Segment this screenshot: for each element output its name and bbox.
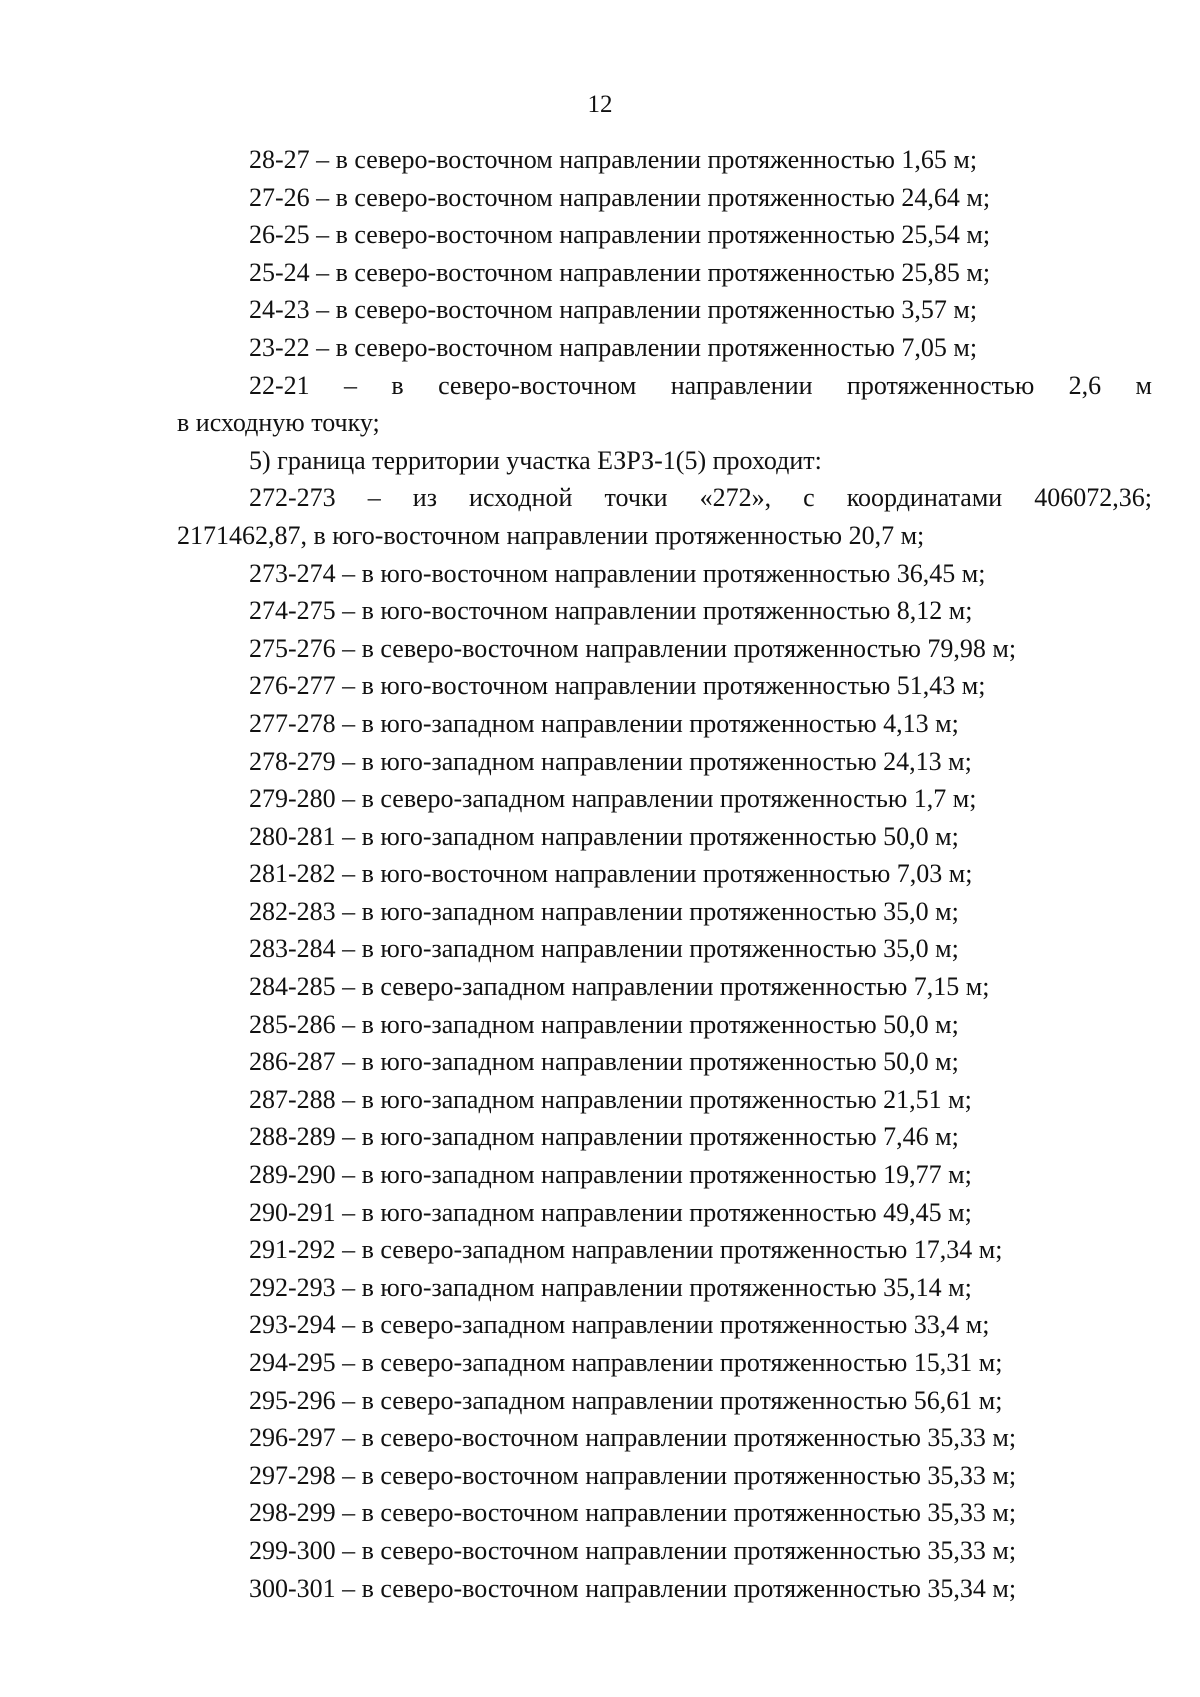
boundary-line: 26-25 – в северо-восточном направлении протяженностью 25,54 м; — [249, 220, 991, 250]
boundary-line: 298-299 – в северо-восточном направлении протяженностью 35,33 м; — [249, 1498, 1017, 1528]
boundary-line: 288-289 – в юго-западном направлении протяженностью 7,46 м; — [249, 1122, 959, 1152]
boundary-line: 28-27 – в северо-восточном направлении протяженностью 1,65 м; — [249, 145, 978, 174]
boundary-line: 25-24 – в северо-восточном направлении протяженностью 25,85 м; — [249, 257, 991, 287]
boundary-line: 278-279 – в юго-западном направлении протяженностью 24,13 м; — [249, 746, 972, 776]
boundary-line: 299-300 – в северо-восточном направлении протяженностью 35,33 м; — [249, 1535, 1017, 1565]
boundary-line: 277-278 – в юго-западном направлении протяженностью 4,13 м; — [249, 708, 959, 738]
boundary-line: 274-275 – в юго-восточном направлении протяженностью 8,12 м; — [249, 596, 973, 626]
page-number: 12 — [587, 91, 613, 118]
boundary-line: 294-295 – в северо-западном направлении протяженностью 15,31 м; — [249, 1348, 1003, 1377]
boundary-line: 287-288 – в юго-западном направлении протяженностью 21,51 м; — [249, 1084, 972, 1114]
boundary-paragraph-272-273 — [177, 479, 1152, 554]
boundary-line: 289-290 – в юго-западном направлении протяженностью 19,77 м; — [249, 1160, 972, 1190]
boundary-line: 27-26 – в северо-восточном направлении протяженностью 24,64 м; — [249, 182, 991, 212]
boundary-line: 296-297 – в северо-восточном направлении протяженностью 35,33 м; — [249, 1423, 1017, 1453]
boundary-line: 292-293 – в юго-западном направлении протяженностью 35,14 м; — [249, 1272, 972, 1302]
boundary-line: 284-285 – в северо-западном направлении протяженностью 7,15 м; — [249, 972, 990, 1002]
boundary-line: 23-22 – в северо-восточном направлении протяженностью 7,05 м; — [249, 332, 978, 362]
section-heading: 5) граница территории участка ЕЗРЗ-1(5) проходит: — [249, 445, 822, 475]
boundary-line: 276-277 – в юго-восточном направлении протяженностью 51,43 м; — [249, 671, 986, 701]
boundary-list-part1 — [177, 141, 1152, 367]
boundary-line: 290-291 – в юго-западном направлении протяженностью 49,45 м; — [249, 1197, 972, 1227]
paragraph-continuation: 2171462,87, в юго-восточном направлении протяженностью 20,7 м; — [177, 520, 925, 550]
boundary-list-part2 — [177, 555, 1152, 1608]
boundary-line: 285-286 – в юго-западном направлении протяженностью 50,0 м; — [249, 1009, 959, 1039]
boundary-line: 275-276 – в северо-восточном направлении протяженностью 79,98 м; — [249, 633, 1017, 663]
boundary-line: 280-281 – в юго-западном направлении протяженностью 50,0 м; — [249, 821, 959, 851]
paragraph-first-line: 22-21 – в северо-восточном направлении протяженностью 2,6 м — [249, 370, 1152, 400]
boundary-line: 291-292 – в северо-западном направлении протяженностью 17,34 м; — [249, 1235, 1003, 1265]
boundary-line: 286-287 – в юго-западном направлении протяженностью 50,0 м; — [249, 1047, 959, 1077]
boundary-line: 297-298 – в северо-восточном направлении протяженностью 35,33 м; — [249, 1460, 1017, 1490]
boundary-line: 282-283 – в юго-западном направлении протяженностью 35,0 м; — [249, 896, 959, 926]
boundary-line: 281-282 – в юго-восточном направлении протяженностью 7,03 м; — [249, 859, 973, 889]
paragraph-first-line: 272-273 – из исходной точки «272», с координатами 406072,36; — [249, 483, 1152, 513]
boundary-line: 24-23 – в северо-восточном направлении протяженностью 3,57 м; — [249, 295, 978, 325]
boundary-paragraph-22-21 — [177, 367, 1152, 442]
document-body — [177, 141, 1152, 1607]
boundary-line: 279-280 – в северо-западном направлении протяженностью 1,7 м; — [249, 784, 977, 814]
boundary-line: 273-274 – в юго-восточном направлении протяженностью 36,45 м; — [249, 558, 986, 588]
paragraph-continuation: в исходную точку; — [177, 408, 380, 438]
boundary-line: 293-294 – в северо-западном направлении протяженностью 33,4 м; — [249, 1310, 990, 1340]
boundary-line: 300-301 – в северо-восточном направлении протяженностью 35,34 м; — [249, 1573, 1017, 1603]
boundary-line: 295-296 – в северо-западном направлении протяженностью 56,61 м; — [249, 1385, 1003, 1415]
boundary-line: 283-284 – в юго-западном направлении протяженностью 35,0 м; — [249, 934, 959, 964]
